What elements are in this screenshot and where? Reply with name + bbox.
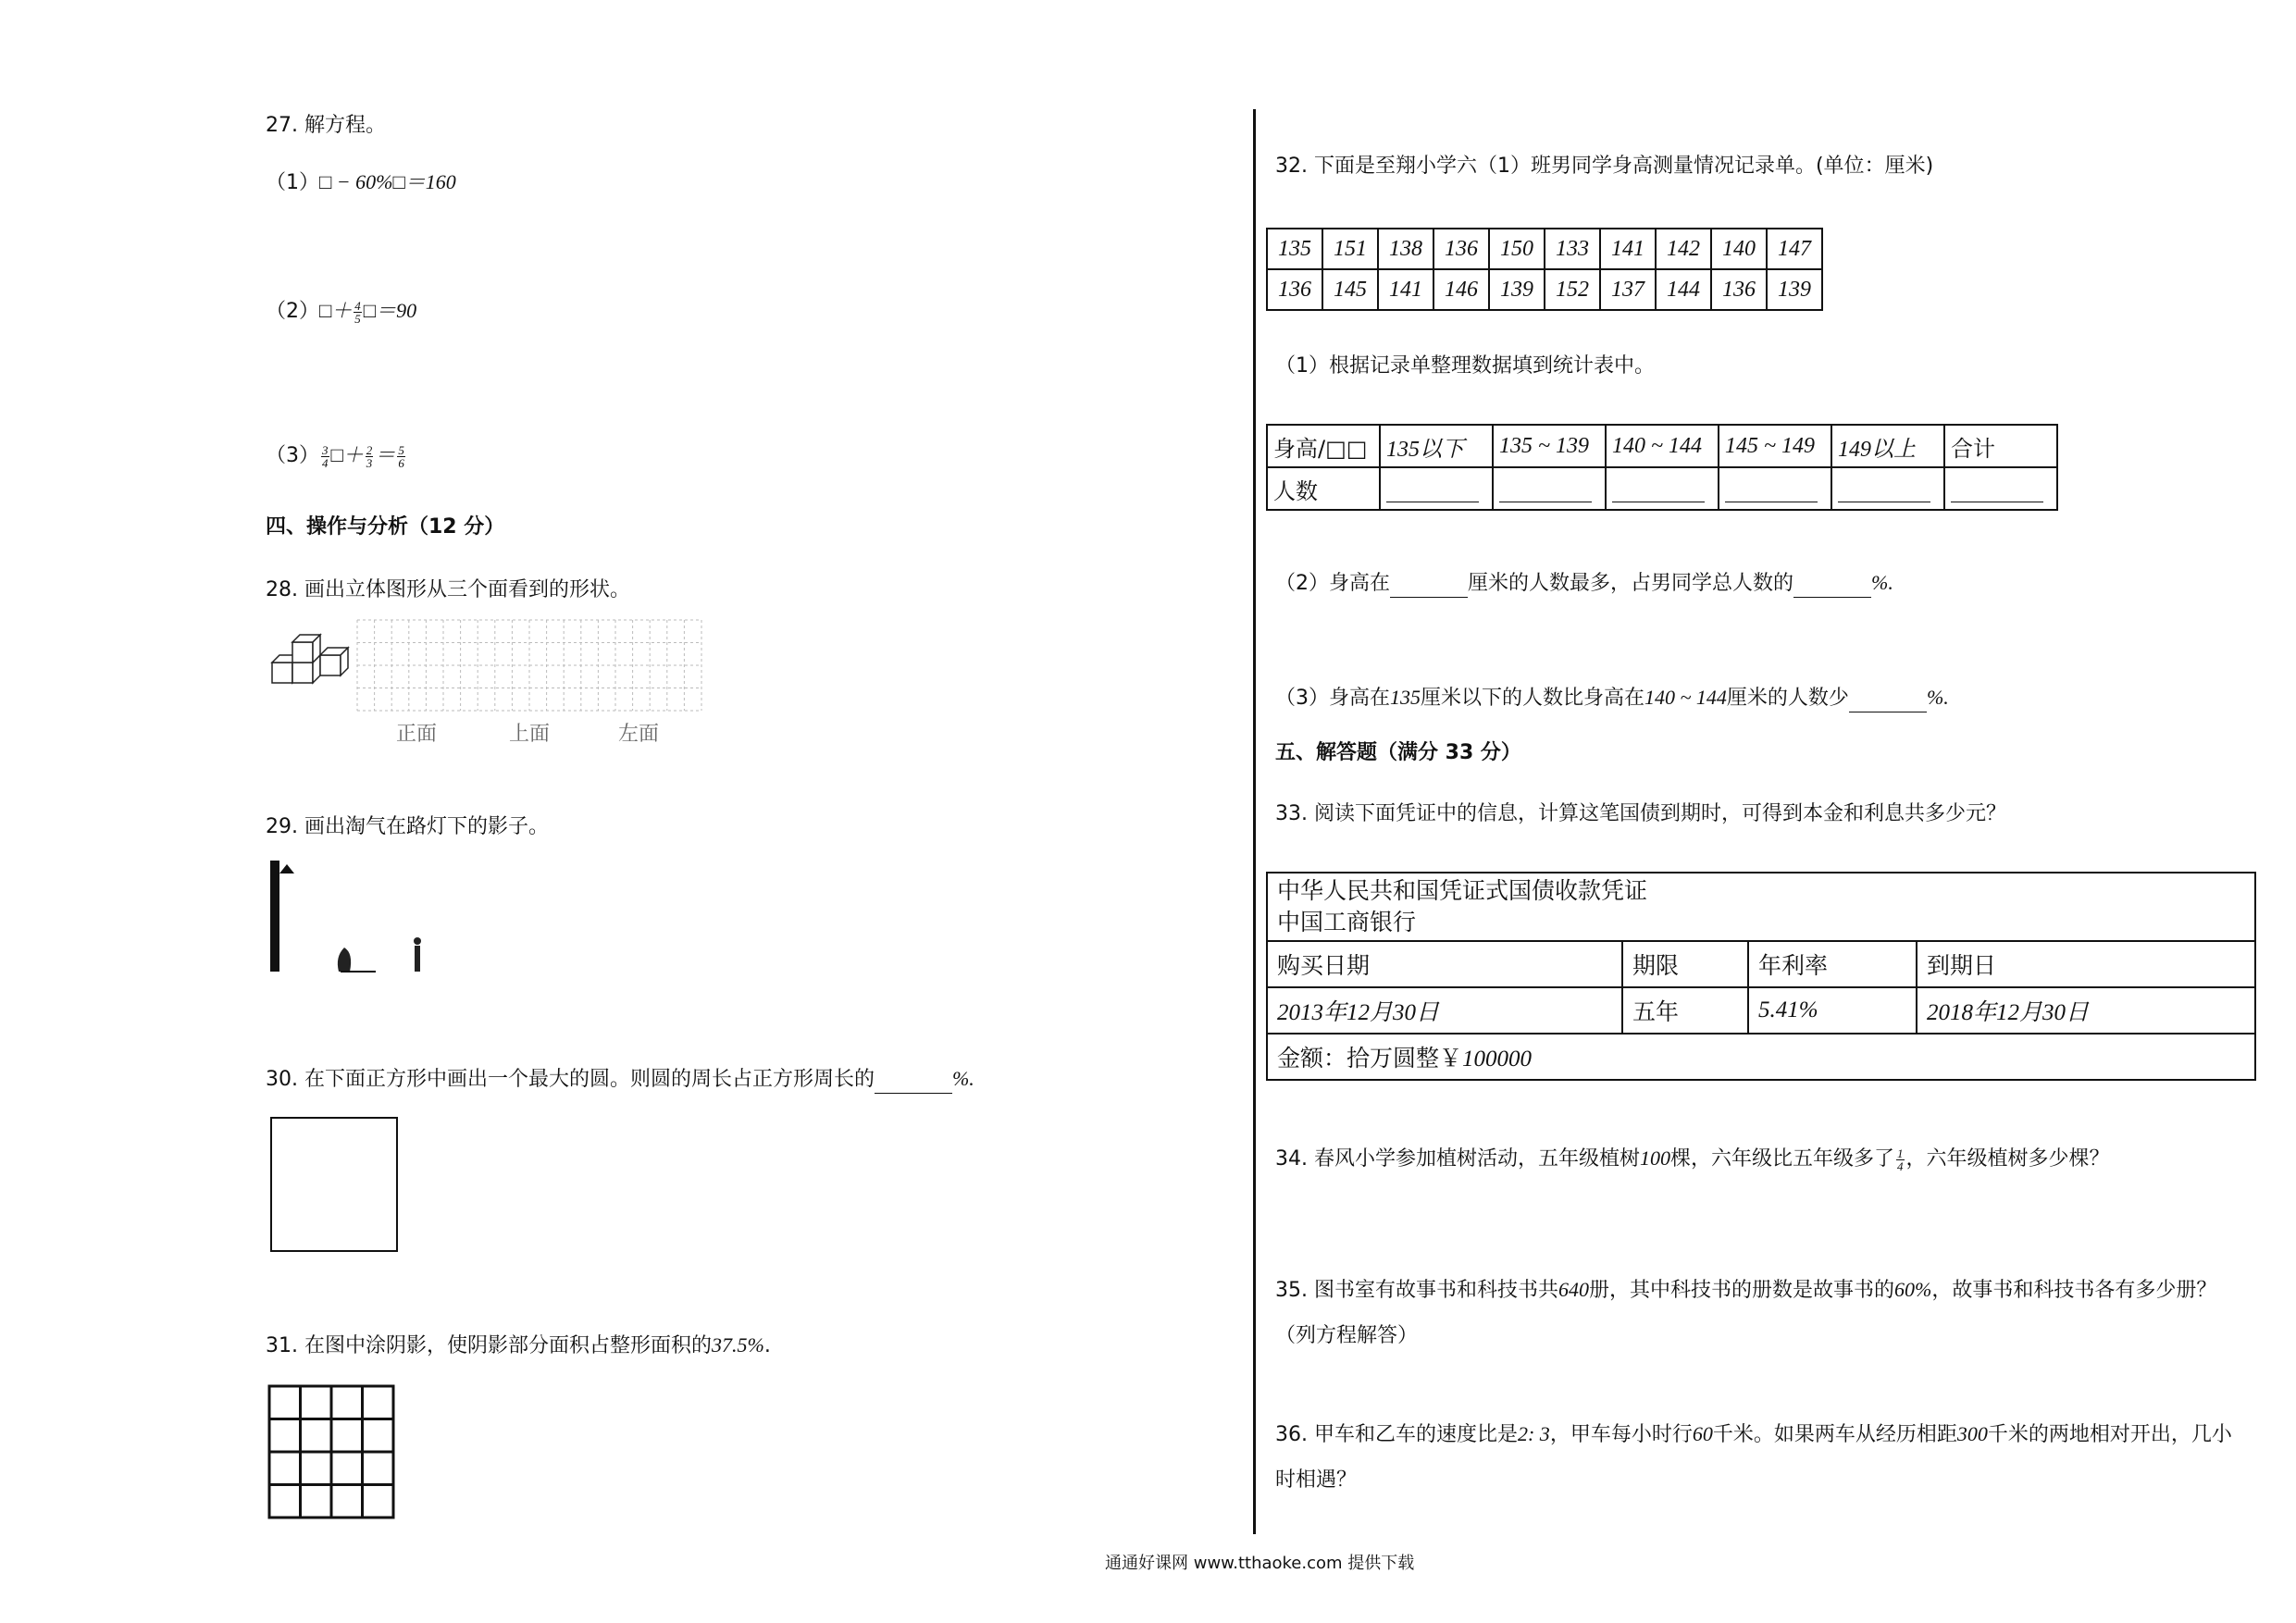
- streetlight-figure: [267, 857, 442, 977]
- q32-sub3: （3）身高在135厘米以下的人数比身高在140 ~ 144厘米的人数少 %.: [1275, 685, 1949, 712]
- header-buy-date: 购买日期: [1267, 941, 1622, 987]
- stat-col: 149以上: [1831, 425, 1944, 467]
- height-record-table: [1266, 228, 1823, 311]
- height-cell: 141: [1600, 229, 1656, 269]
- height-cell: 144: [1656, 269, 1711, 310]
- q36-title: 36. 甲车和乙车的速度比是2: 3，甲车每小时行60千米。如果两车从经历相距300千米的两地相对开出，几小: [1275, 1422, 2232, 1446]
- term: 五年: [1622, 987, 1748, 1034]
- answer-blank[interactable]: [1390, 571, 1468, 598]
- q27-eq1: （1）□ − 60%□＝160: [266, 170, 456, 194]
- height-cell: 142: [1656, 229, 1711, 269]
- height-cell: 133: [1545, 229, 1600, 269]
- table-row: [1267, 269, 1822, 310]
- section-5-heading: 五、解答题（满分 33 分）: [1275, 741, 1521, 764]
- height-cell: 139: [1489, 269, 1545, 310]
- due-date: 2018年12月30日: [1917, 987, 2255, 1034]
- stat-col: 135以下: [1380, 425, 1493, 467]
- height-cell: 140: [1711, 229, 1767, 269]
- q27-eq2: （2）□＋ $\frac{4}{5}$ □＝90: [266, 298, 417, 326]
- footer-credit: 通通好课网 www.tthaoke.com 提供下载: [1105, 1554, 1415, 1573]
- table-row: [1267, 941, 2255, 987]
- view-label-front: 正面: [396, 723, 438, 746]
- height-cell: 145: [1322, 269, 1378, 310]
- answer-blank[interactable]: [1793, 571, 1871, 598]
- q35-title: 35. 图书室有故事书和科技书共640册，其中科技书的册数是故事书的60%，故事书和科技书各有多少册？: [1275, 1278, 2217, 1302]
- q33-title: 33. 阅读下面凭证中的信息，计算这笔国债到期时，可得到本金和利息共多少元？: [1275, 802, 2006, 825]
- height-cell: 136: [1267, 269, 1322, 310]
- stat-row-label: 人数: [1267, 467, 1380, 510]
- amount: 金额：拾万圆整￥100000: [1267, 1034, 2255, 1080]
- height-cell: 141: [1378, 269, 1433, 310]
- q30-title: 30. 在下面正方形中画出一个最大的圆。则圆的周长占正方形周长的 %.: [266, 1066, 974, 1094]
- height-cell: 136: [1433, 229, 1489, 269]
- view-label-left: 左面: [618, 723, 660, 746]
- q27-eq3: （3） $\frac{3}{4}$ □＋ $\frac{2}{3}$ ＝ $\frac{5}{6}$: [266, 442, 404, 470]
- height-cell: 139: [1767, 269, 1822, 310]
- stat-col: 合计: [1944, 425, 2057, 467]
- count-cell[interactable]: [1719, 467, 1831, 510]
- stat-col: 135 ~ 139: [1493, 425, 1606, 467]
- buy-date: 2013年12月30日: [1267, 987, 1622, 1034]
- answer-blank[interactable]: [875, 1067, 952, 1094]
- fraction: $\frac{3}{4}$: [322, 442, 329, 470]
- table-row: [1267, 987, 2255, 1034]
- square-figure[interactable]: [270, 1117, 398, 1252]
- table-row: [1267, 1034, 2255, 1080]
- q36-line2: 时相遇？: [1275, 1468, 1358, 1492]
- rate: 5.41%: [1748, 987, 1917, 1034]
- header-rate: 年利率: [1748, 941, 1917, 987]
- section-4-heading: 四、操作与分析（12 分）: [266, 515, 505, 539]
- q32-sub1: （1）根据记录单整理数据填到统计表中。: [1275, 354, 1655, 378]
- voucher-title: 中华人民共和国凭证式国债收款凭证: [1277, 877, 1648, 904]
- header-term: 期限: [1622, 941, 1748, 987]
- q32-title: 32. 下面是至翔小学六（1）班男同学身高测量情况记录单。(单位：厘米): [1275, 155, 1934, 178]
- fraction: $\frac{4}{5}$: [354, 298, 361, 326]
- height-cell: 146: [1433, 269, 1489, 310]
- answer-blank[interactable]: [1849, 686, 1927, 712]
- table-row: [1267, 873, 2255, 941]
- voucher-bank: 中国工商银行: [1277, 909, 1417, 935]
- table-row: [1267, 229, 1822, 269]
- bond-voucher-table: [1266, 872, 2256, 1081]
- shading-grid-4x4[interactable]: [267, 1384, 397, 1519]
- height-cell: 147: [1767, 229, 1822, 269]
- height-cell: 151: [1322, 229, 1378, 269]
- fraction: $\frac{5}{6}$: [398, 442, 404, 470]
- column-divider: [1253, 109, 1256, 1534]
- table-row: [1267, 467, 2057, 510]
- stat-col: 145 ~ 149: [1719, 425, 1831, 467]
- q32-sub2: （2）身高在 厘米的人数最多，占男同学总人数的 %.: [1275, 570, 1893, 598]
- height-cell: 150: [1489, 229, 1545, 269]
- stat-col: 140 ~ 144: [1606, 425, 1719, 467]
- q27-title: 27. 解方程。: [266, 114, 386, 137]
- drawing-grid: [355, 618, 703, 712]
- count-cell[interactable]: [1831, 467, 1944, 510]
- view-label-top: 上面: [509, 723, 551, 746]
- height-cell: 152: [1545, 269, 1600, 310]
- count-cell[interactable]: [1380, 467, 1493, 510]
- fraction: $\frac{1}{4}$: [1897, 1146, 1904, 1173]
- q29-title: 29. 画出淘气在路灯下的影子。: [266, 815, 549, 838]
- q28-title: 28. 画出立体图形从三个面看到的形状。: [266, 578, 630, 601]
- q31-title: 31. 在图中涂阴影，使阴影部分面积占整形面积的37.5%.: [266, 1333, 771, 1357]
- height-cell: 137: [1600, 269, 1656, 310]
- height-cell: 136: [1711, 269, 1767, 310]
- count-cell[interactable]: [1606, 467, 1719, 510]
- stat-head-label: 身高/□□: [1267, 425, 1380, 467]
- header-due-date: 到期日: [1917, 941, 2255, 987]
- height-cell: 135: [1267, 229, 1322, 269]
- count-cell[interactable]: [1493, 467, 1606, 510]
- cube-solid-figure: [268, 627, 352, 688]
- fraction: $\frac{2}{3}$: [366, 442, 373, 470]
- q34-title: 34. 春风小学参加植树活动，五年级植树100棵，六年级比五年级多了 $\frac{1}{4}$ ，六年级植树多少棵？: [1275, 1146, 2110, 1173]
- height-stat-table: [1266, 424, 2058, 511]
- q35-line2: （列方程解答）: [1275, 1324, 1419, 1347]
- count-cell[interactable]: [1944, 467, 2057, 510]
- table-row: [1267, 425, 2057, 467]
- height-cell: 138: [1378, 229, 1433, 269]
